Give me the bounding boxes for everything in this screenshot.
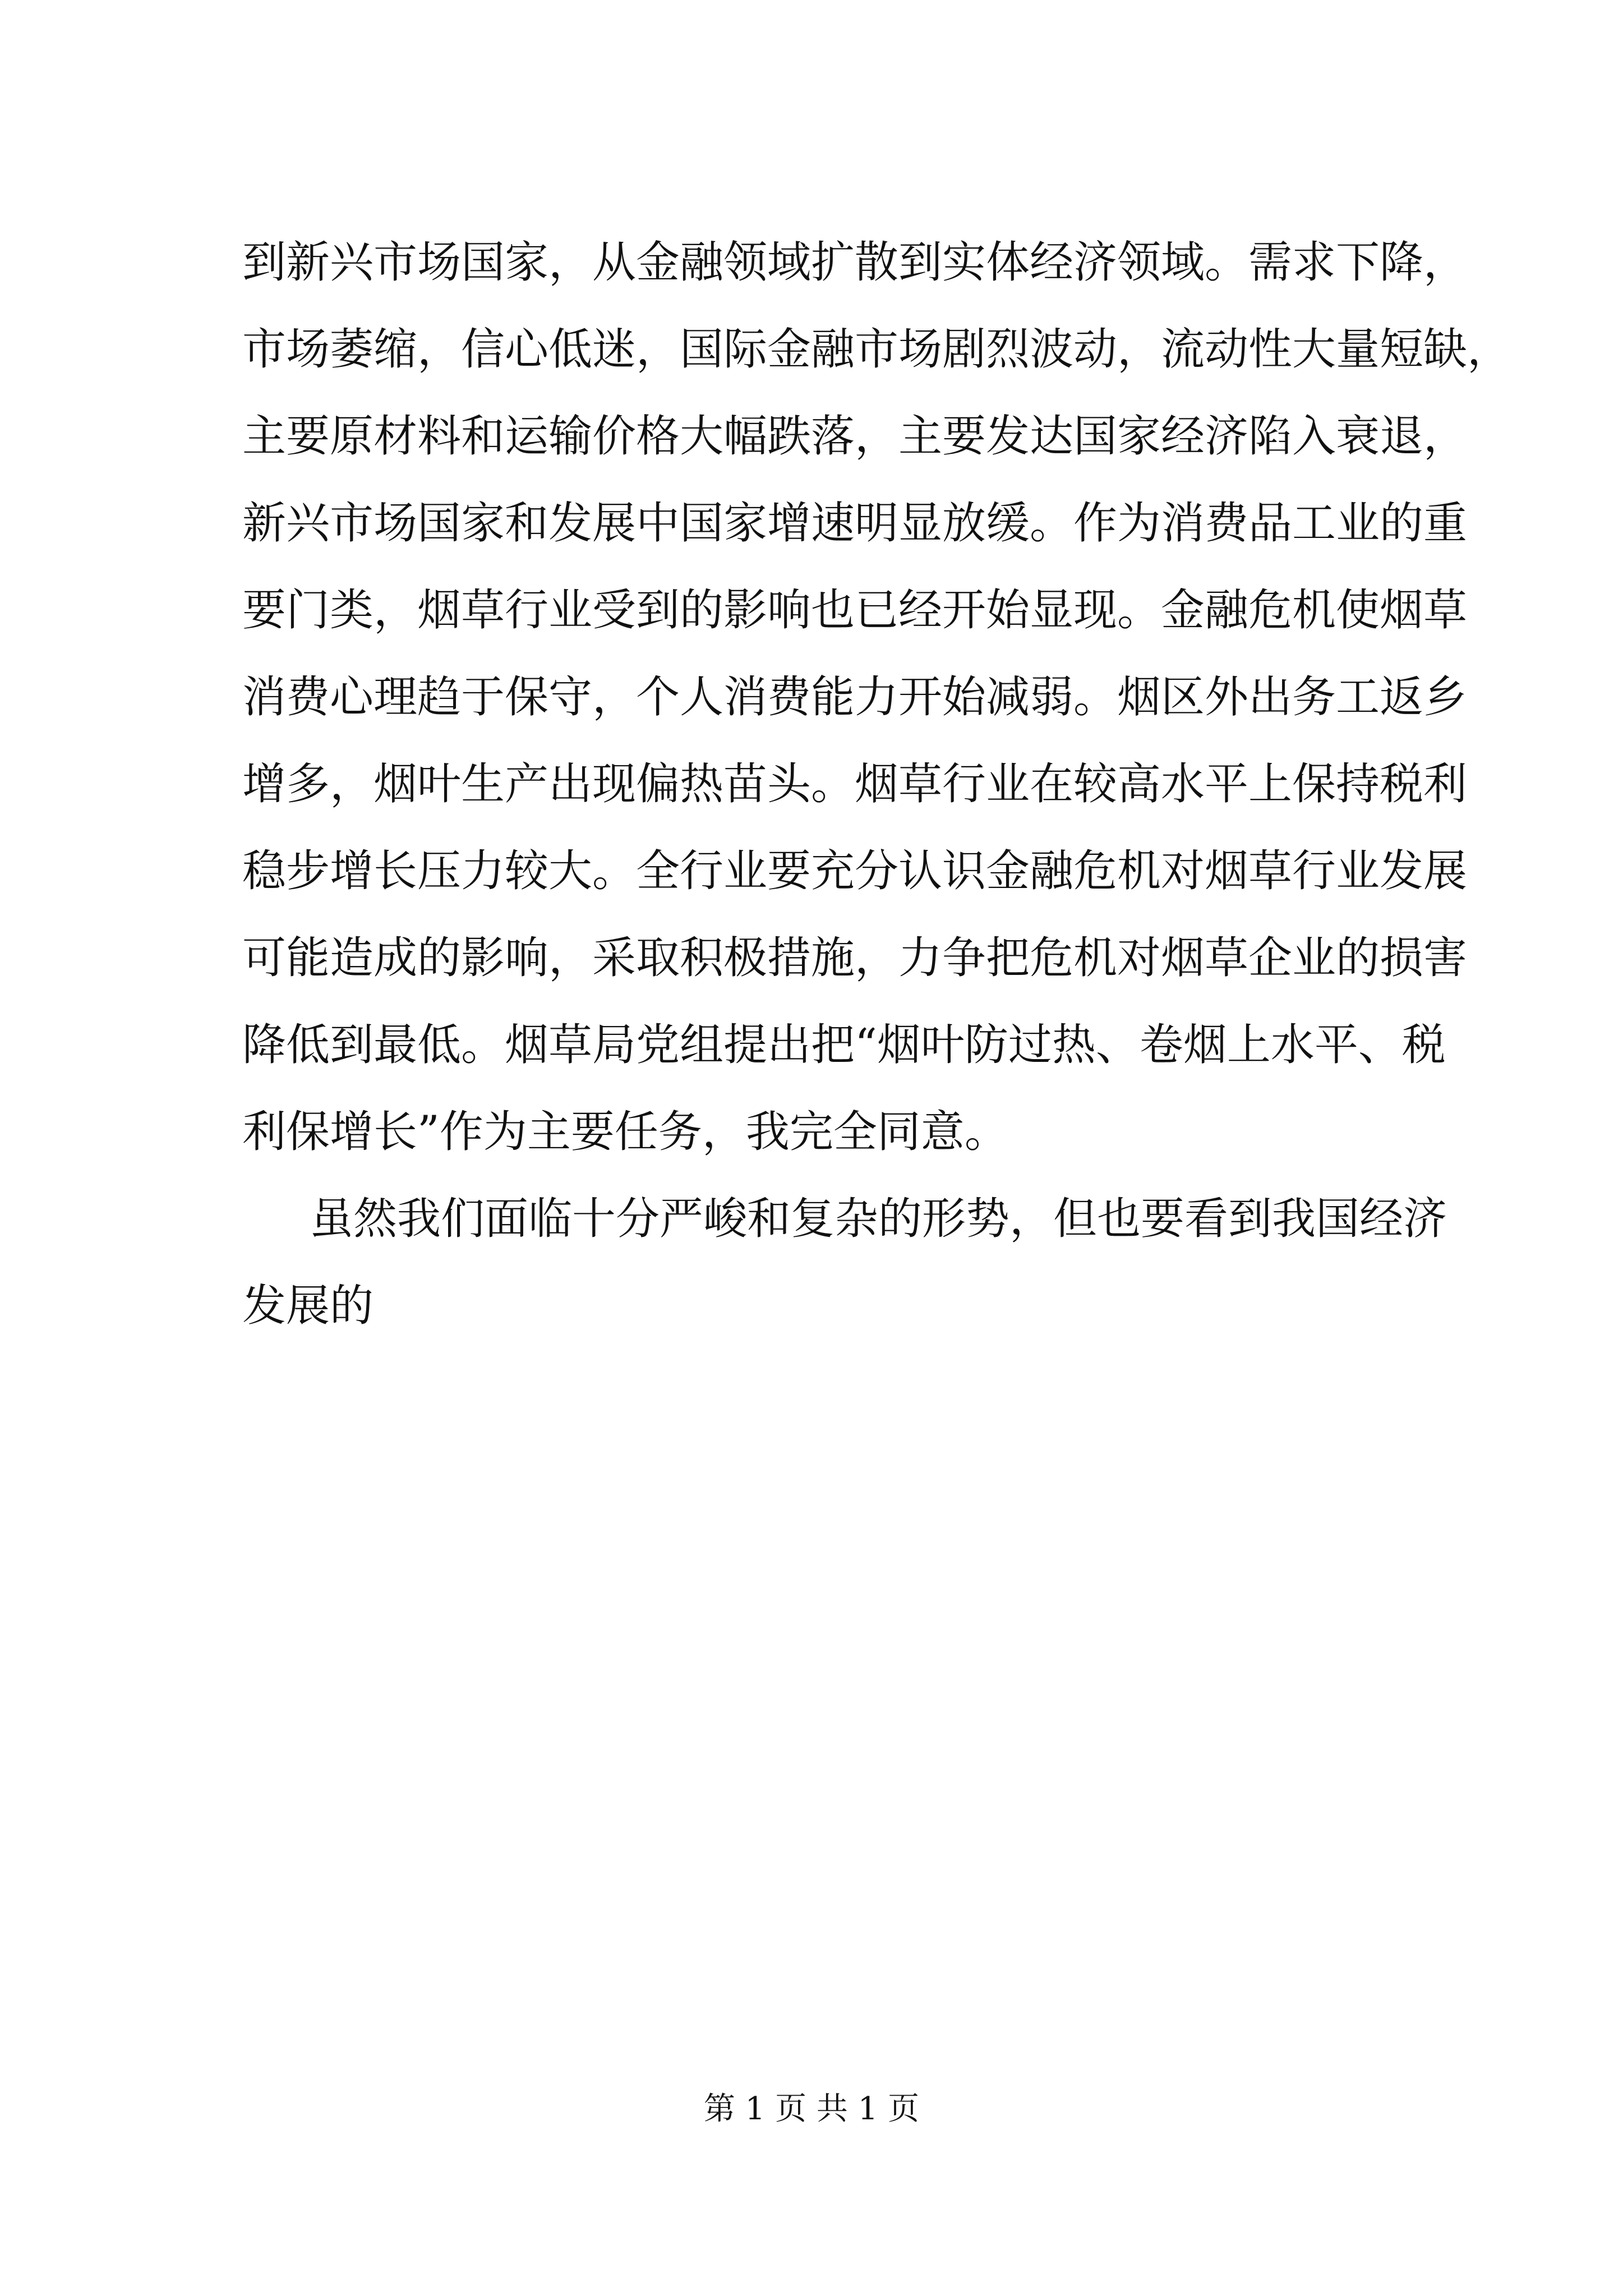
paragraph-1-line-4: 新兴市场国家和发展中国家增速明显放缓。作为消费品工业的重 [242,498,1468,549]
paragraph-2-line-2: 发展的 [242,1281,374,1331]
paragraph-1-line-6: 消费心理趋于保守，个人消费能力开始减弱。烟区外出务工返乡 [242,672,1468,723]
paragraph-1-line-7: 增多，烟叶生产出现偏热苗头。烟草行业在较高水平上保持税利 [242,759,1468,809]
page-number-footer: 第 1 页 共 1 页 [703,2091,920,2127]
paragraph-1-line-9: 可能造成的影响，采取积极措施，力争把危机对烟草企业的损害 [242,933,1468,983]
paragraph-1-line-2: 市场萎缩，信心低迷，国际金融市场剧烈波动，流动性大量短缺， [242,324,1511,375]
paragraph-1-line-5: 要门类，烟草行业受到的影响也已经开始显现。金融危机使烟草 [242,585,1468,636]
paragraph-1-line-11: 利保增长”作为主要任务，我完全同意。 [242,1107,1008,1157]
paragraph-2-line-1: 虽然我们面临十分严峻和复杂的形势，但也要看到我国经济 [310,1194,1447,1244]
paragraph-1-line-8: 稳步增长压力较大。全行业要充分认识金融危机对烟草行业发展 [242,846,1468,896]
paragraph-1-line-1: 到新兴市场国家，从金融领域扩散到实体经济领域。需求下降， [242,237,1468,288]
paragraph-1-line-3: 主要原材料和运输价格大幅跌落，主要发达国家经济陷入衰退， [242,411,1468,462]
paragraph-1-line-10: 降低到最低。烟草局党组提出把“烟叶防过热、卷烟上水平、税 [242,1020,1446,1070]
